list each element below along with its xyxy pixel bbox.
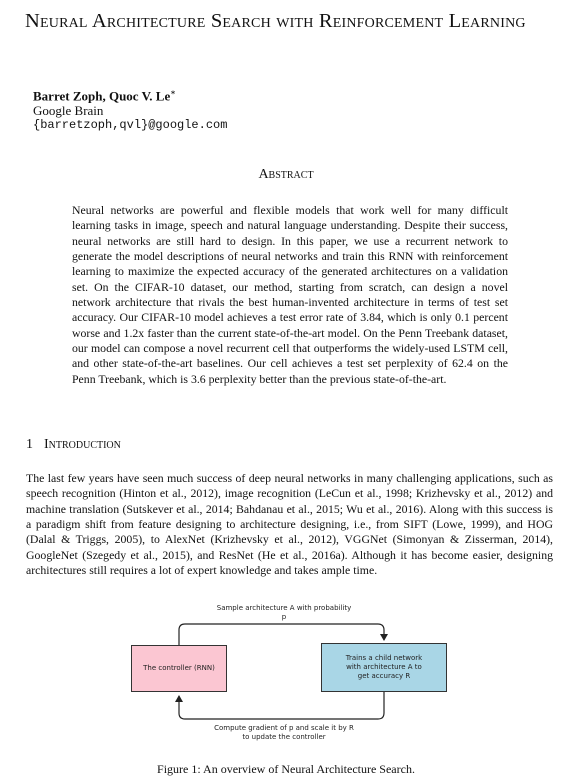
figure-caption: Figure 1: An overview of Neural Architecture Search.: [157, 762, 415, 776]
edge-label-gradient: Compute gradient of p and scale it by R to update the controller: [214, 724, 354, 741]
paper-title: Neural Architecture Search with Reinforcement Learning: [25, 10, 526, 32]
edge-label-sample: Sample architecture A with probability p: [216, 604, 352, 621]
author-block: [33, 85, 227, 133]
author-affiliation: Google Brain: [33, 103, 104, 119]
author-footnote-mark: ∗: [170, 88, 176, 97]
author-names: [33, 85, 227, 103]
abstract-body: Neural networks are powerful and flexible models that work well for many difficult learning tasks in image, speech and natural language understanding. Despite their success, neural networks are still hard to design. In this paper, we use a recurrent network to generate the model descriptions of neural networks and train this RNN with reinforcement learning to maximize the expected accuracy of the generated architectures on a validation set. On the CIFAR-10 dataset, our method, starting from scratch, can design a novel network architecture that rivals the best human-invented architecture in terms of test set accuracy. Our CIFAR-10 model achieves a test error rate of 3.84, which is only 0.1 percent worse and 1.2x faster than the current state-of-the-art model. On the Penn Treebank dataset, our model can compose a novel recurrent cell that outperforms the widely-used LSTM cell, and other state-of-the-art baselines. Our cell achieves a test set perplexity of 62.4 on the Penn Treebank, which is 3.6 perplexity better than the previous state-of-the-art.: [72, 203, 508, 386]
introduction-body: The last few years have seen much success of deep neural networks in many challenging applications, such as speech recognition (Hinton et al., 2012), image recognition (LeCun et al., 1998; Krizhevsky et al., 2012) and machine translation (Sutskever et al., 2014; Bahdanau et al., 2015; Wu et al., 2016). Along with this success is a paradigm shift from feature designing to architecture designing, i.e., from SIFT (Lowe, 1999), and HOG (Dalal & Triggs, 2005), to AlexNet (Krizhevsky et al., 2012), VGGNet (Simonyan & Zisserman, 2014), GoogleNet (Szegedy et al., 2015), and ResNet (He et al., 2016a). Although it has become easier, designing architectures still requires a lot of expert knowledge and takes ample time.: [26, 471, 553, 578]
figure-nas-overview: [120, 600, 450, 755]
author-email: {barretzoph,qvl}@google.com: [33, 118, 228, 133]
controller-box: The controller (RNN): [131, 645, 227, 692]
introduction-heading: [26, 437, 121, 453]
arrow-controller-to-child: [179, 624, 384, 645]
arrow-child-to-controller: [179, 692, 384, 719]
child-network-box: Trains a child network with architecture A to get accuracy R: [321, 643, 447, 692]
author-names-text: Barret Zoph, Quoc V. Le: [33, 88, 171, 104]
abstract-heading: Abstract: [258, 167, 314, 182]
section-number: 1: [26, 437, 33, 452]
section-title: Introduction: [44, 437, 121, 452]
